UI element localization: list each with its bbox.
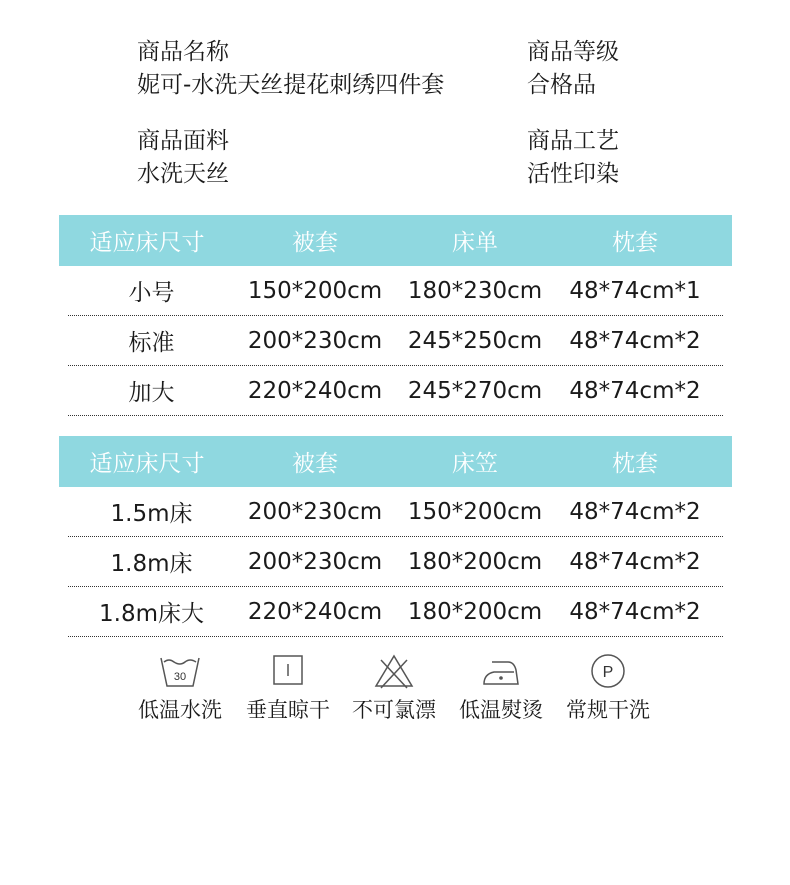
product-fabric-label: 商品面料	[137, 128, 229, 154]
care-label: 垂直晾干	[246, 698, 330, 722]
size-table-fitted	[59, 436, 732, 637]
header-cell: 适应床尺寸	[89, 230, 205, 256]
header-cell: 适应床尺寸	[89, 451, 205, 477]
table-row	[68, 366, 723, 416]
care-label: 不可氯漂	[352, 698, 436, 722]
header-cell: 床单	[452, 230, 498, 256]
table-header	[59, 436, 732, 487]
table-cell: 1.8m床	[110, 551, 193, 577]
table-header	[59, 215, 732, 266]
table-row	[68, 587, 723, 637]
table-cell: 245*270cm	[407, 377, 543, 404]
table-cell: 180*200cm	[407, 548, 543, 575]
header-cell: 被套	[292, 451, 338, 477]
table-cell: 48*74cm*2	[569, 598, 701, 625]
low-iron-icon	[480, 652, 522, 690]
vertical-dry-icon	[267, 652, 309, 690]
header-cell: 被套	[292, 230, 338, 256]
table-cell: 48*74cm*2	[569, 327, 701, 354]
product-name-label: 商品名称	[137, 39, 229, 65]
table-cell: 加大	[128, 380, 175, 406]
care-label: 低温水洗	[138, 698, 222, 722]
care-item-wash	[130, 652, 230, 724]
size-table-sheet	[59, 215, 732, 416]
table-cell: 标准	[128, 330, 175, 356]
table-cell: 200*230cm	[247, 498, 383, 525]
product-name-value: 妮可-水洗天丝提花刺绣四件套	[137, 72, 445, 98]
care-label: 常规干洗	[566, 698, 650, 722]
product-info-right	[527, 36, 619, 102]
table-cell: 小号	[128, 280, 175, 306]
table-row	[68, 487, 723, 537]
dry-clean-p-icon	[587, 652, 629, 690]
care-item-bleach	[344, 652, 444, 724]
product-grade-value: 合格品	[527, 72, 596, 98]
no-bleach-icon	[373, 652, 415, 690]
wash-tub-30-icon	[159, 652, 201, 690]
table-cell: 200*230cm	[247, 548, 383, 575]
dry-clean-symbol: P	[602, 664, 614, 681]
header-cell: 枕套	[612, 451, 658, 477]
table-cell: 220*240cm	[247, 377, 383, 404]
wash-temp-label: 30	[173, 671, 187, 683]
table-cell: 48*74cm*2	[569, 498, 701, 525]
care-item-iron	[451, 652, 551, 724]
table-row	[68, 316, 723, 366]
table-row	[68, 537, 723, 587]
table-cell: 220*240cm	[247, 598, 383, 625]
product-craft-value: 活性印染	[527, 161, 619, 187]
product-fabric-value: 水洗天丝	[137, 161, 229, 187]
table-row	[68, 266, 723, 316]
table-cell: 180*230cm	[407, 277, 543, 304]
header-cell: 枕套	[612, 230, 658, 256]
table-cell: 150*200cm	[247, 277, 383, 304]
care-item-dryclean	[558, 652, 658, 724]
table-cell: 48*74cm*2	[569, 548, 701, 575]
care-item-dry	[238, 652, 338, 724]
table-cell: 200*230cm	[247, 327, 383, 354]
table-cell: 1.8m床大	[99, 601, 204, 627]
care-label: 低温熨烫	[459, 698, 543, 722]
table-cell: 48*74cm*2	[569, 377, 701, 404]
table-cell: 1.5m床	[110, 501, 193, 527]
product-craft-label: 商品工艺	[527, 128, 619, 154]
product-craft	[527, 125, 619, 191]
product-info-left	[137, 36, 444, 102]
table-cell: 180*200cm	[407, 598, 543, 625]
product-fabric	[137, 125, 229, 191]
table-cell: 48*74cm*1	[569, 277, 701, 304]
header-cell: 床笠	[452, 451, 498, 477]
table-cell: 245*250cm	[407, 327, 543, 354]
product-grade-label: 商品等级	[527, 39, 619, 65]
table-cell: 150*200cm	[407, 498, 543, 525]
